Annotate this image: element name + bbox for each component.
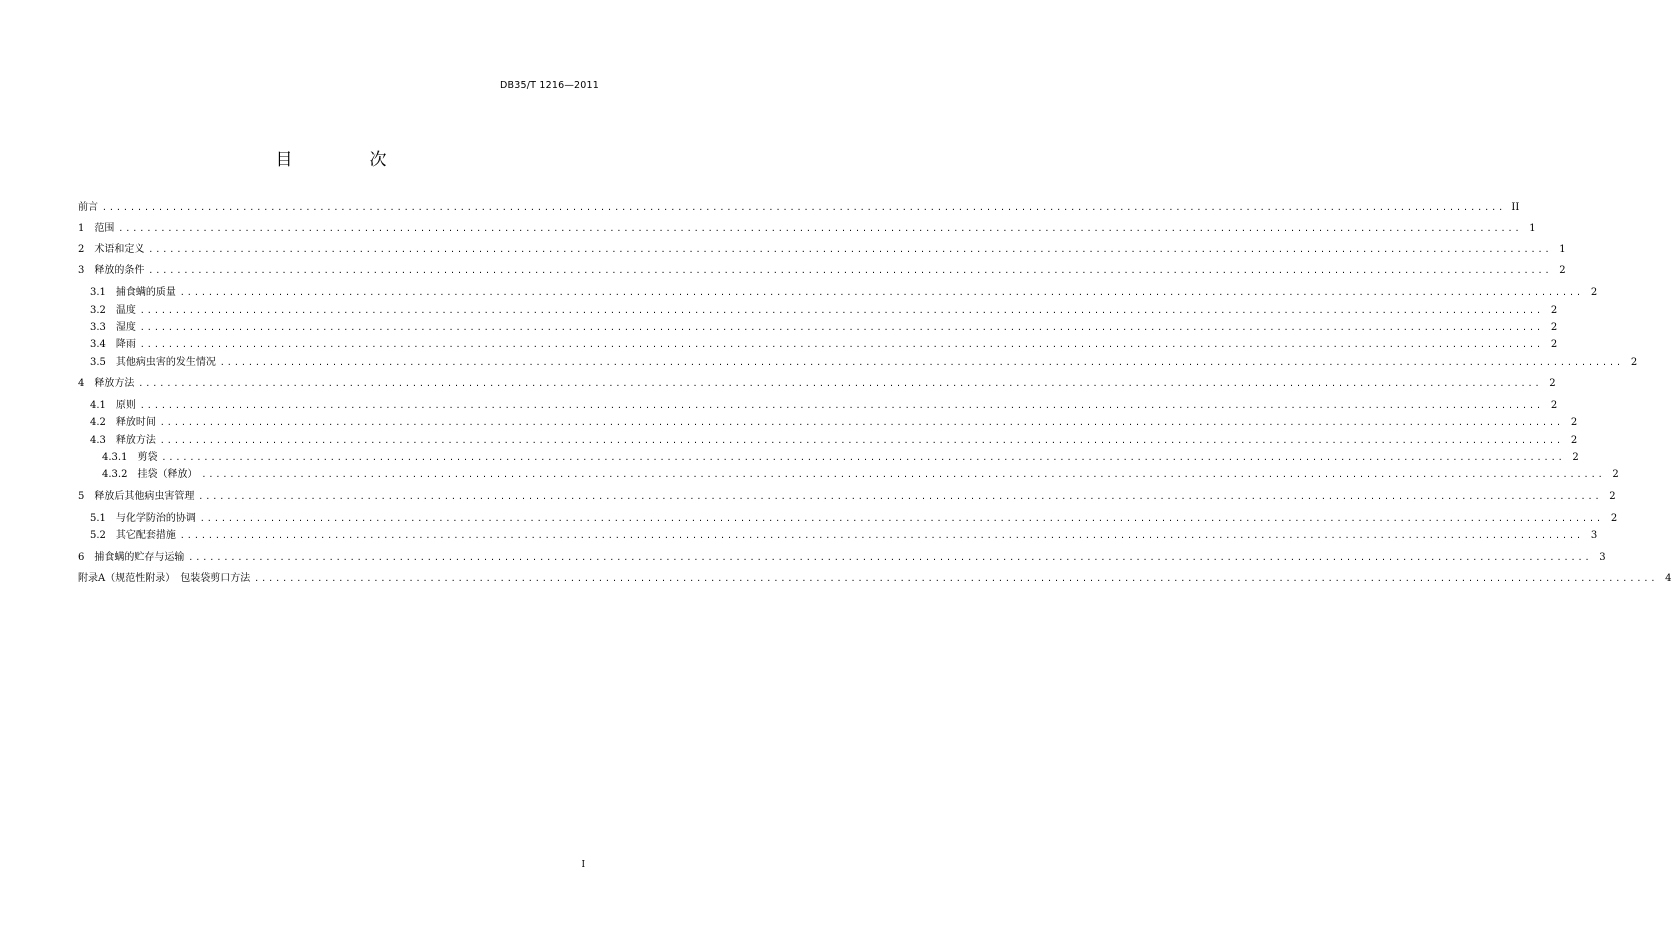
toc-entry-label: 其他病虫害的发生情况 [115, 357, 216, 368]
toc-entry-label: 释放时间 [115, 417, 156, 428]
toc-entry-label: 捕食螨的贮存与运输 [94, 552, 185, 563]
page-title: 目 次 [275, 150, 417, 170]
toc-leader-dots: ........................................................................................................................................................................................................ [139, 340, 1544, 349]
toc-entry-label: 释放方法 [94, 378, 135, 389]
toc-entry-label: 与化学防治的协调 [115, 513, 196, 524]
toc-leader-dots: ........................................................................................................................................................................................................ [199, 514, 1604, 523]
toc-entry[interactable] [78, 377, 1556, 391]
toc-entry-page: 2 [1572, 452, 1579, 463]
toc-entry[interactable] [102, 468, 1619, 482]
document-code: DB35/T 1216—2011 [500, 80, 599, 91]
toc-entry-page: 2 [1559, 265, 1566, 276]
toc-entry-label: 剪袋 [137, 452, 158, 463]
toc-leader-dots: ........................................................................................................................................................................................................ [188, 553, 1592, 562]
toc-entry-number: 3.3 [90, 322, 106, 333]
toc-leader-dots: ........................................................................................................................................................................................................ [219, 358, 1624, 367]
toc-entry-label: 释放的条件 [94, 265, 145, 276]
toc-entry-label: 术语和定义 [94, 244, 145, 255]
toc-entry-label: 范围 [94, 223, 115, 234]
toc-entry-number: 6 [78, 552, 85, 563]
toc-entry[interactable] [90, 529, 1598, 543]
toc-entry-number: 5.2 [90, 530, 106, 541]
toc-entry[interactable] [78, 490, 1616, 504]
toc-leader-dots: ........................................................................................................................................................................................................ [139, 306, 1544, 315]
toc-entry-page: 2 [1610, 513, 1618, 524]
toc-entry-number: 3.2 [90, 305, 106, 316]
toc-entry-number: 4.3.1 [102, 452, 128, 463]
toc-entry-number: 4.3.2 [102, 469, 128, 480]
toc-entry-label: 其它配套措施 [115, 530, 176, 541]
toc-entry[interactable] [78, 572, 1672, 586]
toc-entry-label: 挂袋（释放） [137, 469, 198, 480]
toc-entry-page: 2 [1590, 287, 1598, 298]
toc-entry[interactable] [78, 201, 1520, 215]
toc-entry-label: 释放方法 [115, 435, 156, 446]
toc-entry-label: 原则 [115, 400, 136, 411]
toc-entry-label: 释放后其他病虫害管理 [94, 491, 195, 502]
toc-leader-dots: ........................................................................................................................................................................................................ [179, 288, 1584, 297]
toc-leader-dots: ........................................................................................................................................................................................................ [198, 492, 1602, 501]
toc-entry-number: 5 [78, 491, 85, 502]
toc-entry-number: 2 [78, 244, 85, 255]
toc-entry-label: 湿度 [115, 322, 136, 333]
toc-leader-dots: ........................................................................................................................................................................................................ [159, 436, 1564, 445]
toc-leader-dots: ........................................................................................................................................................................................................ [139, 401, 1544, 410]
toc-entry[interactable] [90, 356, 1638, 370]
toc-leader-dots: ........................................................................................................................................................................................................ [138, 379, 1542, 388]
toc-entry-page: 2 [1550, 322, 1558, 333]
toc-entry-number: 5.1 [90, 513, 106, 524]
toc-entry-number: 3.4 [90, 339, 106, 350]
toc-leader-dots: ........................................................................................................................................................................................................ [148, 266, 1552, 275]
toc-entry-label: 附录A（规范性附录） 包装袋剪口方法 [78, 573, 251, 584]
toc-entry-page: 3 [1599, 552, 1606, 563]
toc-entry[interactable] [78, 222, 1536, 236]
toc-leader-dots: ........................................................................................................................................................................................................ [102, 203, 1506, 212]
toc-entry-page: 2 [1550, 400, 1558, 411]
toc-entry-page: 2 [1609, 491, 1616, 502]
toc-entry-number: 4.2 [90, 417, 106, 428]
toc-entry[interactable] [90, 416, 1578, 430]
toc-leader-dots: ........................................................................................................................................................................................................ [159, 418, 1564, 427]
toc-entry-page: 2 [1570, 435, 1578, 446]
toc-leader-dots: ........................................................................................................................................................................................................ [148, 245, 1552, 254]
toc-entry-label: 前言 [78, 202, 98, 213]
toc-entry-page: 1 [1559, 244, 1566, 255]
toc-entry-label: 降雨 [115, 339, 136, 350]
toc-entry-number: 1 [78, 223, 85, 234]
toc-leader-dots: ........................................................................................................................................................................................................ [161, 453, 1565, 462]
toc-entry-number: 4 [78, 378, 85, 389]
toc-entry-page: 1 [1529, 223, 1536, 234]
toc-leader-dots: ........................................................................................................................................................................................................ [254, 574, 1658, 583]
toc-entry[interactable] [90, 286, 1598, 300]
toc-entry[interactable] [90, 338, 1558, 352]
toc-entry-label: 温度 [115, 305, 136, 316]
toc-entry[interactable] [90, 434, 1578, 448]
page-number: I [581, 860, 585, 870]
toc-entry-number: 3.1 [90, 287, 106, 298]
toc-entry-number: 4.3 [90, 435, 106, 446]
toc-entry[interactable] [78, 243, 1566, 257]
toc-leader-dots: ........................................................................................................................................................................................................ [179, 531, 1584, 540]
toc-leader-dots: ........................................................................................................................................................................................................ [201, 470, 1605, 479]
toc-entry[interactable] [90, 512, 1618, 526]
toc-entry[interactable] [78, 551, 1606, 565]
toc-entry-page: II [1511, 202, 1520, 213]
toc-entry-label: 捕食螨的质量 [115, 287, 176, 298]
toc-entry-page: 2 [1612, 469, 1619, 480]
toc-leader-dots: ........................................................................................................................................................................................................ [139, 323, 1544, 332]
toc-entry-number: 3.5 [90, 357, 106, 368]
toc-entry[interactable] [90, 321, 1558, 335]
toc-entry[interactable] [90, 399, 1558, 413]
toc-entry[interactable] [90, 304, 1558, 318]
toc-entry-page: 2 [1550, 339, 1558, 350]
toc-entry-page: 2 [1550, 305, 1558, 316]
toc-entry-number: 3 [78, 265, 85, 276]
toc-entry[interactable] [102, 451, 1579, 465]
toc-entry[interactable] [78, 264, 1566, 278]
toc-entry-number: 4.1 [90, 400, 106, 411]
toc-entry-page: 4 [1665, 573, 1672, 584]
toc-entry-page: 2 [1570, 417, 1578, 428]
toc-entry-page: 2 [1630, 357, 1638, 368]
toc-entry-page: 2 [1549, 378, 1556, 389]
toc-leader-dots: ........................................................................................................................................................................................................ [118, 224, 1522, 233]
toc-entry-page: 3 [1590, 530, 1598, 541]
